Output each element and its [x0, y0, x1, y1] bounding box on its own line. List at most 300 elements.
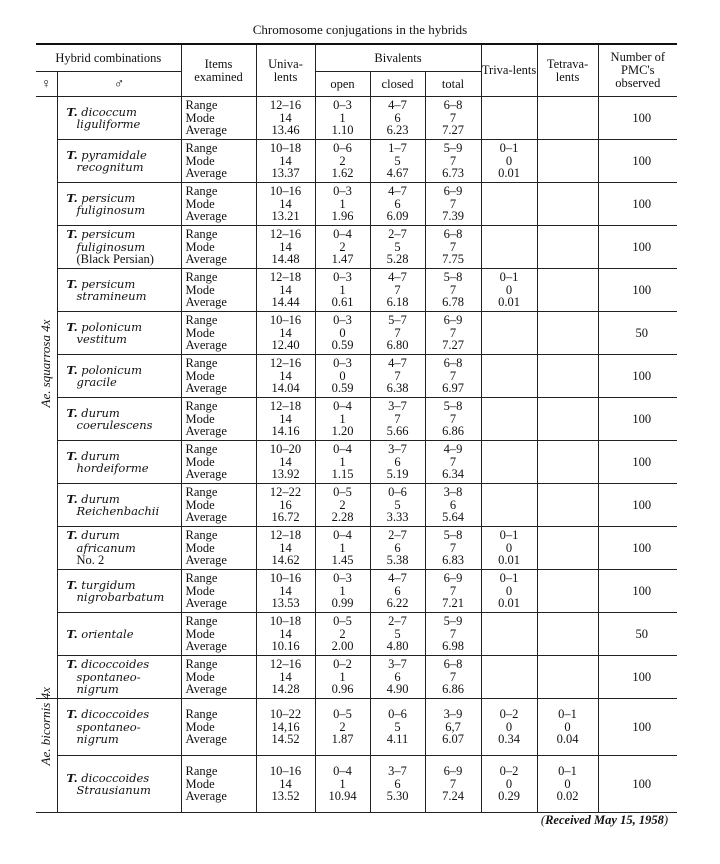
- item-label: Mode: [185, 583, 215, 598]
- closed-value: 0–6: [388, 706, 407, 721]
- header-hybrid-combinations: Hybrid combinations: [36, 44, 181, 72]
- open-value: 1: [339, 583, 346, 598]
- pmc-observed-cell: 50: [598, 613, 677, 656]
- open-value: 1.45: [331, 553, 354, 568]
- open-value: 0–4: [333, 226, 352, 241]
- total-value: 3–8: [443, 484, 463, 499]
- trivalents-cell: [481, 613, 537, 656]
- univalents-value: 14.48: [271, 252, 300, 267]
- total-cell: [425, 269, 481, 312]
- items-examined-cell: [181, 312, 256, 355]
- trivalents-value: 0–2: [499, 706, 519, 721]
- header-items-examined: Items examined: [181, 44, 256, 97]
- trivalents-value: [482, 615, 537, 628]
- item-label: Average: [185, 467, 227, 482]
- univalents-value: 10–20: [269, 441, 302, 456]
- item-label: Average: [185, 252, 227, 267]
- tetravalents-value: [538, 615, 598, 628]
- closed-cell: [370, 269, 425, 312]
- open-value: 1.47: [331, 252, 354, 267]
- univalents-value: 13.52: [271, 789, 300, 804]
- tetravalents-value: [538, 511, 598, 524]
- open-value: 0–5: [333, 613, 352, 628]
- item-label: Range: [185, 570, 218, 585]
- tetravalents-cell: [537, 699, 598, 756]
- trivalents-cell: [481, 656, 537, 699]
- item-label: Range: [185, 140, 218, 155]
- item-label: Range: [185, 613, 218, 628]
- total-value: 6.86: [442, 682, 464, 697]
- open-value: 0–3: [333, 312, 352, 327]
- trivalents-value: [482, 400, 537, 413]
- items-examined-cell: [181, 398, 256, 441]
- variety: coerulescens: [76, 418, 153, 432]
- tetravalents-value: [538, 468, 598, 481]
- trivalents-value: 0–2: [499, 763, 519, 778]
- univalents-cell: [256, 441, 315, 484]
- tetravalents-value: [538, 124, 598, 137]
- variety-extra: (Black Persian): [76, 252, 154, 267]
- univalents-cell: [256, 97, 315, 140]
- tetravalents-value: [538, 658, 598, 671]
- total-cell: [425, 656, 481, 699]
- total-cell: [425, 613, 481, 656]
- male-parent-cell: [57, 398, 181, 441]
- open-value: 0–5: [333, 484, 352, 499]
- tetravalents-value: [538, 314, 598, 327]
- open-value: 0–4: [333, 527, 352, 542]
- tetravalents-cell: [537, 269, 598, 312]
- open-value: 1: [339, 196, 346, 211]
- total-value: 7: [449, 239, 457, 254]
- total-value: 5–9: [443, 140, 463, 155]
- trivalents-cell: [481, 312, 537, 355]
- closed-cell: [370, 484, 425, 527]
- trivalents-cell: [481, 756, 537, 813]
- tetravalents-value: 0: [564, 719, 571, 734]
- open-value: 0–3: [333, 355, 352, 370]
- items-examined-cell: [181, 656, 256, 699]
- variety: fuliginosum: [76, 203, 146, 217]
- univalents-value: 13.53: [271, 596, 300, 611]
- closed-value: 2–7: [388, 226, 407, 241]
- closed-cell: [370, 756, 425, 813]
- closed-value: 3–7: [388, 656, 407, 671]
- total-value: 6.98: [442, 639, 464, 654]
- item-label: Range: [185, 763, 218, 778]
- items-examined-cell: [181, 756, 256, 813]
- table-row: [36, 570, 677, 613]
- total-cell: [425, 441, 481, 484]
- table-row: [36, 312, 677, 355]
- total-value: 7: [449, 583, 457, 598]
- trivalents-value: [482, 486, 537, 499]
- closed-value: 6.23: [386, 123, 409, 138]
- total-cell: [425, 484, 481, 527]
- items-examined-cell: [181, 441, 256, 484]
- pmc-observed-cell: 100: [598, 699, 677, 756]
- trivalents-value: [482, 210, 537, 223]
- pmc-observed-cell: 100: [598, 355, 677, 398]
- genus: T.: [66, 626, 78, 641]
- closed-value: 4.80: [386, 639, 409, 654]
- table-row: [36, 269, 677, 312]
- closed-value: 3–7: [388, 441, 407, 456]
- male-parent-cell: [57, 570, 181, 613]
- tetravalents-value: [538, 99, 598, 112]
- univalents-value: 14.04: [271, 381, 300, 396]
- genus: T.: [66, 362, 78, 377]
- closed-value: 7: [394, 411, 401, 426]
- female-parent-label: Ae. bicornis 4x: [38, 687, 53, 766]
- univalents-value: 13.46: [271, 123, 300, 138]
- item-label: Mode: [185, 325, 215, 340]
- received-date: May 15, 1958: [594, 813, 664, 827]
- item-label: Mode: [185, 719, 215, 734]
- total-value: 7: [449, 153, 457, 168]
- item-label: Average: [185, 682, 227, 697]
- open-value: 0: [339, 368, 346, 383]
- trivalents-value: 0.01: [498, 596, 520, 611]
- header-pmc-observed: Number of PMC's observed: [598, 44, 677, 97]
- open-cell: [315, 312, 370, 355]
- tetravalents-value: 0–1: [558, 763, 577, 778]
- trivalents-value: 0–1: [499, 570, 519, 585]
- closed-value: 7: [394, 282, 401, 297]
- item-label: Average: [185, 295, 227, 310]
- univalents-value: 14: [279, 454, 292, 469]
- species: dicoccoides: [81, 707, 150, 722]
- total-value: 6.78: [442, 295, 464, 310]
- open-value: 0.96: [331, 682, 354, 697]
- total-value: 6,7: [445, 719, 461, 734]
- univalents-cell: [256, 355, 315, 398]
- closed-value: 0–6: [388, 484, 407, 499]
- total-value: 6–9: [443, 183, 463, 198]
- closed-value: 1–7: [388, 140, 407, 155]
- male-parent-cell: [57, 97, 181, 140]
- univalents-value: 14: [279, 583, 292, 598]
- total-value: 6–9: [443, 570, 463, 585]
- closed-value: 5: [394, 239, 401, 254]
- total-value: 5.64: [442, 510, 464, 525]
- closed-value: 4–7: [388, 570, 407, 585]
- open-value: 1: [339, 282, 346, 297]
- tetravalents-value: [538, 443, 598, 456]
- closed-cell: [370, 699, 425, 756]
- header-trivalents: Triva-lents: [481, 44, 537, 97]
- genus: T.: [66, 528, 78, 543]
- genus: T.: [66, 491, 78, 506]
- univalents-value: 14: [279, 411, 292, 426]
- univalents-cell: [256, 226, 315, 269]
- item-label: Average: [185, 732, 227, 747]
- open-value: 1.87: [331, 732, 354, 747]
- trivalents-value: [482, 413, 537, 426]
- total-value: 6.73: [442, 166, 464, 181]
- open-cell: [315, 355, 370, 398]
- total-value: 7: [449, 411, 457, 426]
- trivalents-cell: [481, 441, 537, 484]
- univalents-value: 13.37: [271, 166, 300, 181]
- items-examined-cell: [181, 484, 256, 527]
- variety: Reichenbachii: [76, 504, 160, 518]
- univalents-value: 10–16: [269, 183, 302, 198]
- trivalents-value: [482, 357, 537, 370]
- univalents-value: 12–18: [269, 269, 302, 284]
- univalents-value: 10–22: [269, 706, 302, 721]
- trivalents-value: 0.01: [498, 295, 520, 310]
- closed-value: 3–7: [388, 763, 407, 778]
- items-examined-cell: [181, 527, 256, 570]
- closed-value: 4–7: [388, 183, 407, 198]
- female-symbol-icon: ♀: [36, 72, 57, 97]
- total-value: 7.39: [442, 209, 464, 224]
- tetravalents-value: [538, 572, 598, 585]
- trivalents-value: 0–1: [499, 527, 519, 542]
- univalents-value: 13.92: [271, 467, 300, 482]
- trivalents-value: [482, 370, 537, 383]
- table-row: [36, 226, 677, 269]
- tetravalents-value: [538, 585, 598, 598]
- chromosome-conjugation-table: [36, 43, 677, 813]
- closed-cell: [370, 570, 425, 613]
- trivalents-cell: [481, 527, 537, 570]
- item-label: Average: [185, 639, 227, 654]
- open-value: 1: [339, 411, 346, 426]
- tetravalents-value: 0.02: [556, 789, 579, 804]
- male-parent-cell: [57, 355, 181, 398]
- received-note: (Received May 15, 1958): [540, 813, 668, 827]
- open-value: 0–4: [333, 398, 352, 413]
- trivalents-value: [482, 671, 537, 684]
- total-value: 4–9: [443, 441, 463, 456]
- closed-value: 6.80: [386, 338, 409, 353]
- tetravalents-value: [538, 155, 598, 168]
- closed-cell: [370, 140, 425, 183]
- closed-value: 5–7: [388, 312, 407, 327]
- open-value: 0–5: [333, 706, 352, 721]
- open-value: 2: [339, 719, 346, 734]
- table-row: [36, 756, 677, 813]
- total-value: 7.27: [442, 123, 464, 138]
- trivalents-cell: [481, 355, 537, 398]
- closed-cell: [370, 312, 425, 355]
- tetravalents-cell: [537, 183, 598, 226]
- univalents-value: 16: [279, 497, 292, 512]
- total-cell: [425, 570, 481, 613]
- open-cell: [315, 699, 370, 756]
- trivalents-value: [482, 683, 537, 696]
- closed-value: 5.38: [386, 553, 409, 568]
- tetravalents-value: [538, 400, 598, 413]
- open-value: 0–6: [333, 140, 352, 155]
- item-label: Mode: [185, 110, 215, 125]
- total-value: 6–9: [443, 763, 463, 778]
- species: durum: [81, 405, 120, 420]
- total-value: 7: [449, 368, 457, 383]
- tetravalents-cell: [537, 140, 598, 183]
- tetravalents-value: [538, 529, 598, 542]
- female-parent-cell: [36, 687, 57, 813]
- open-value: 0–3: [333, 269, 352, 284]
- tetravalents-value: [538, 499, 598, 512]
- univalents-value: 14.62: [271, 553, 300, 568]
- male-parent-cell: [57, 312, 181, 355]
- genus: T.: [66, 104, 78, 119]
- univalents-value: 10–16: [269, 570, 302, 585]
- tetravalents-value: [538, 296, 598, 309]
- trivalents-cell: [481, 183, 537, 226]
- closed-value: 4–7: [388, 355, 407, 370]
- variety: hordeiforme: [76, 461, 149, 475]
- tetravalents-value: [538, 228, 598, 241]
- tetravalents-value: [538, 554, 598, 567]
- male-parent-cell: [57, 269, 181, 312]
- received-label: Received: [545, 813, 591, 827]
- trivalents-cell: [481, 97, 537, 140]
- open-value: 1.20: [331, 424, 354, 439]
- male-parent-cell: [57, 484, 181, 527]
- female-parent-label: Ae. squarrosa 4x: [38, 319, 53, 408]
- table-row: [36, 183, 677, 226]
- trivalents-value: [482, 112, 537, 125]
- open-value: 0.59: [331, 381, 354, 396]
- total-value: 7: [449, 454, 457, 469]
- item-label: Range: [185, 355, 218, 370]
- tetravalents-cell: [537, 484, 598, 527]
- tetravalents-value: [538, 425, 598, 438]
- univalents-value: 12–18: [269, 398, 302, 413]
- univalents-value: 14,16: [271, 719, 300, 734]
- female-parent-cell: [36, 97, 57, 699]
- closed-value: 6: [394, 669, 401, 684]
- univalents-value: 12–18: [269, 527, 302, 542]
- header-tetravalents: Tetrava-lents: [537, 44, 598, 97]
- trivalents-cell: [481, 269, 537, 312]
- header-total: total: [425, 72, 481, 97]
- closed-value: 5.19: [386, 467, 409, 482]
- tetravalents-value: [538, 241, 598, 254]
- closed-value: 4.11: [386, 732, 409, 747]
- closed-cell: [370, 355, 425, 398]
- item-label: Range: [185, 398, 218, 413]
- open-cell: [315, 183, 370, 226]
- item-label: Average: [185, 424, 227, 439]
- open-value: 2: [339, 239, 346, 254]
- genus: T.: [66, 770, 78, 785]
- closed-value: 4.67: [386, 166, 409, 181]
- open-value: 1: [339, 454, 346, 469]
- item-label: Average: [185, 209, 227, 224]
- variety: fuliginosum: [76, 239, 146, 254]
- item-label: Range: [185, 97, 218, 112]
- univalents-value: 14: [279, 325, 292, 340]
- total-value: 7.21: [442, 596, 464, 611]
- closed-value: 5.66: [386, 424, 409, 439]
- tetravalents-value: [538, 597, 598, 610]
- univalents-value: 14: [279, 540, 292, 555]
- trivalents-value: [482, 640, 537, 653]
- total-value: 5–8: [443, 269, 463, 284]
- total-value: 6–8: [443, 656, 463, 671]
- total-value: 7: [449, 669, 457, 684]
- trivalents-value: [482, 327, 537, 340]
- total-cell: [425, 183, 481, 226]
- univalents-cell: [256, 699, 315, 756]
- closed-value: 6: [394, 196, 401, 211]
- species: persicum: [81, 276, 136, 291]
- closed-value: 6: [394, 583, 401, 598]
- closed-value: 5.28: [386, 252, 409, 267]
- variety-extra: nigrum: [76, 682, 119, 697]
- closed-value: 6: [394, 110, 401, 125]
- univalents-value: 10–18: [269, 140, 302, 155]
- tetravalents-value: [538, 486, 598, 499]
- univalents-value: 12.40: [271, 338, 300, 353]
- table-row: [36, 484, 677, 527]
- total-value: 3–9: [443, 706, 463, 721]
- univalents-value: 12–22: [269, 484, 302, 499]
- tetravalents-value: [538, 284, 598, 297]
- table-row: [36, 398, 677, 441]
- items-examined-cell: [181, 140, 256, 183]
- item-label: Range: [185, 484, 218, 499]
- closed-cell: [370, 398, 425, 441]
- genus: T.: [66, 190, 78, 205]
- table-row: [36, 699, 677, 756]
- item-label: Average: [185, 510, 227, 525]
- trivalents-value: [482, 468, 537, 481]
- tetravalents-value: [538, 271, 598, 284]
- total-value: 6.07: [442, 732, 464, 747]
- univalents-value: 14.16: [271, 424, 300, 439]
- species: turgidum: [81, 577, 136, 592]
- closed-value: 6: [394, 776, 401, 791]
- pmc-observed-cell: 100: [598, 527, 677, 570]
- open-value: 0.61: [331, 295, 354, 310]
- item-label: Mode: [185, 669, 215, 684]
- total-cell: [425, 398, 481, 441]
- header-univalents: Univa-lents: [256, 44, 315, 97]
- closed-value: 4.90: [386, 682, 409, 697]
- items-examined-cell: [181, 183, 256, 226]
- total-value: 5–8: [443, 527, 463, 542]
- item-label: Mode: [185, 239, 215, 254]
- tetravalents-value: [538, 357, 598, 370]
- closed-value: 6.22: [386, 596, 409, 611]
- closed-value: 5: [394, 153, 401, 168]
- trivalents-value: [482, 228, 537, 241]
- species: durum: [81, 491, 120, 506]
- univalents-value: 10.16: [271, 639, 300, 654]
- species: dicoccoides: [81, 657, 150, 672]
- pmc-observed-cell: 50: [598, 312, 677, 355]
- univalents-cell: [256, 756, 315, 813]
- trivalents-value: [482, 198, 537, 211]
- item-label: Average: [185, 596, 227, 611]
- genus: T.: [66, 577, 78, 592]
- total-value: 6.83: [442, 553, 464, 568]
- trivalents-value: [482, 339, 537, 352]
- univalents-cell: [256, 570, 315, 613]
- open-value: 2.00: [331, 639, 354, 654]
- univalents-value: 14: [279, 626, 292, 641]
- species: durum: [81, 448, 120, 463]
- tetravalents-value: [538, 185, 598, 198]
- item-label: Mode: [185, 196, 215, 211]
- pmc-observed-cell: 100: [598, 441, 677, 484]
